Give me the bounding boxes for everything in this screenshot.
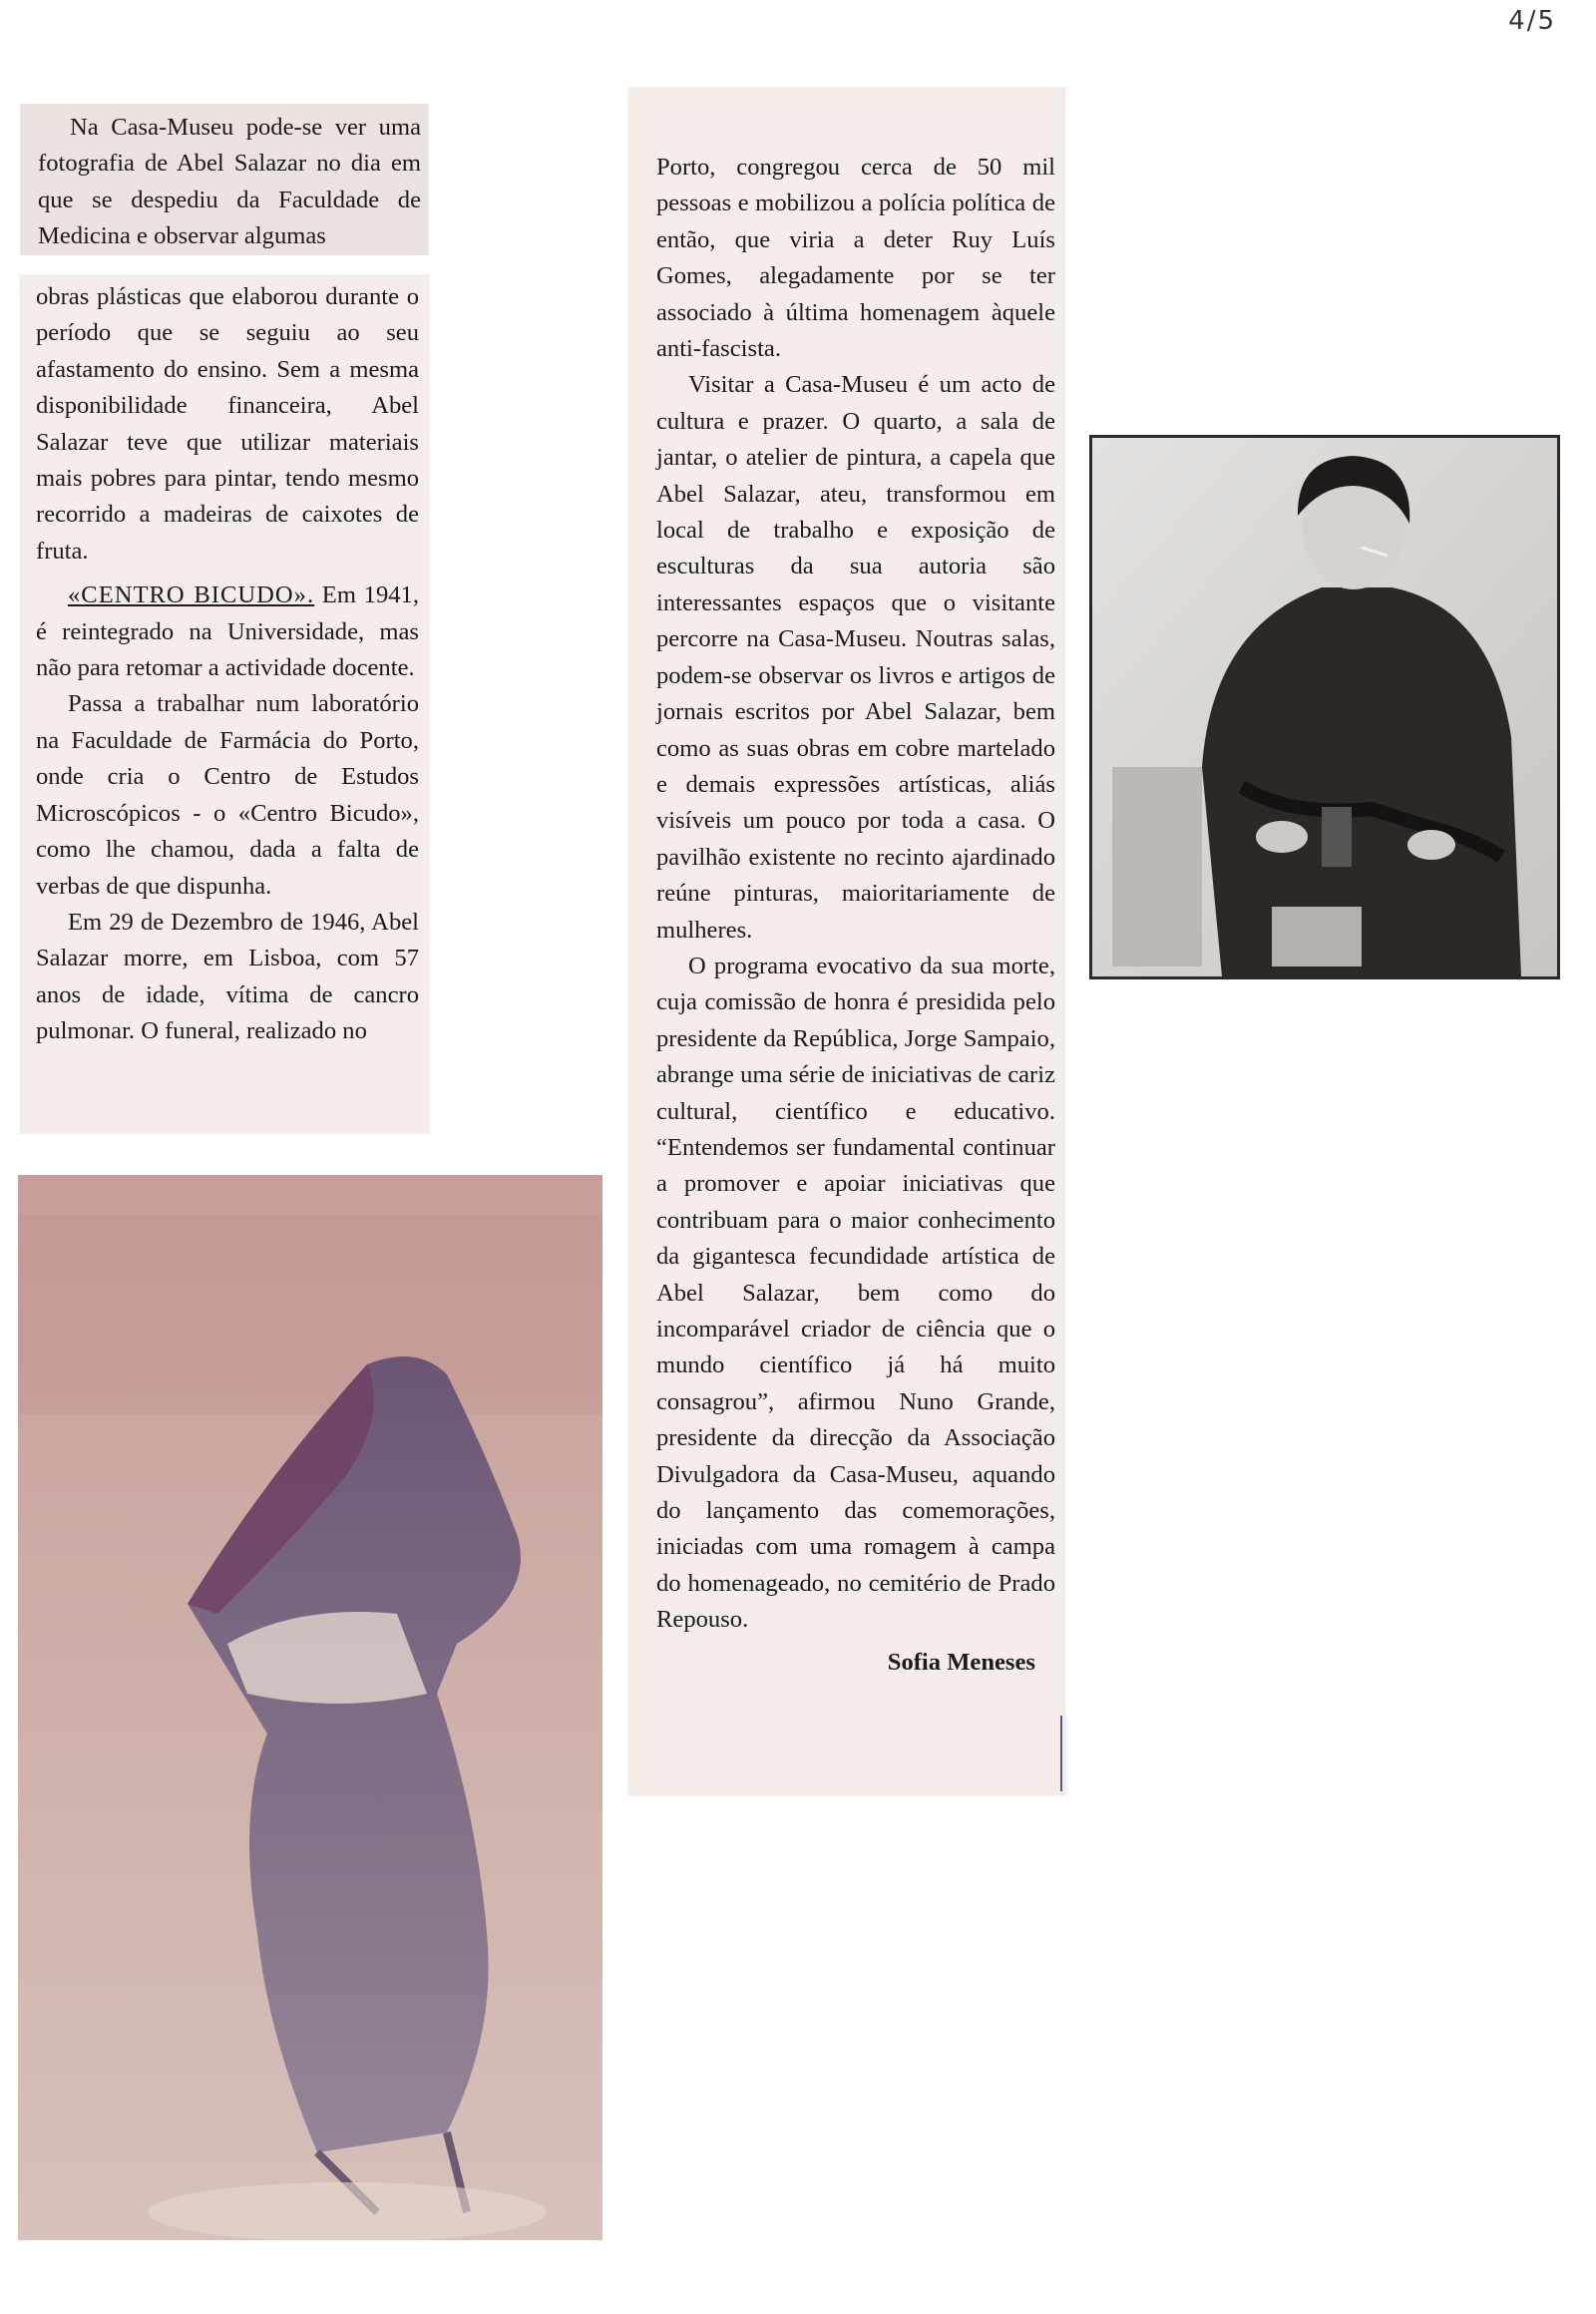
left-column-clipping: [20, 275, 429, 1133]
section-heading-centro-bicudo: «CENTRO BICUDO».: [68, 581, 315, 609]
column-rule: [1060, 1716, 1062, 1791]
paragraph-funeral: Porto, congregou cerca de 50 mil pessoas e mobilizou a polícia política de então, que viria a deter Ruy Luís Gomes, alegadamente por se ter associado à última homenagem àquele anti-fascista.: [656, 154, 1055, 363]
paragraph-laboratorio: Passa a trabalhar num laboratório na Faculdade de Farmácia do Porto, onde cria o Centro de Estudos Microscópicos - o «Centro Bicudo», como lhe chamou, dada a falta de verbas de que dispunha.: [36, 690, 419, 900]
portrait-photo: [1089, 435, 1560, 979]
portrait-photo-drawing: [1092, 438, 1557, 976]
lead-paragraph: Na Casa-Museu pode-se ver uma fotografia de Abel Salazar no dia em que se despediu da Faculdade de Medicina e observar algumas: [38, 114, 421, 250]
paragraph-centro-bicudo: [36, 578, 419, 686]
lead-paragraph-block: [20, 104, 429, 255]
page-number: 4/5: [1508, 6, 1556, 36]
paragraph-obras: obras plásticas que elaborou durante o período que se seguiu ao seu afastamento do ensino. Sem a mesma disponibilidade financeira, Abel Salazar teve que utilizar materiais mais pobres para pintar, tendo mesmo recorrido a madeiras de caixotes de fruta.: [36, 283, 419, 565]
painting-drawing: [18, 1175, 602, 2240]
paragraph-reintegrado: Em 1941, é reintegrado na Universidade, mas não para retomar a actividade docente.: [36, 581, 419, 682]
author-signature: Sofia Meneses: [887, 1648, 1035, 1676]
painting-woman: [18, 1175, 602, 2240]
paragraph-morte: Em 29 de Dezembro de 1946, Abel Salazar morre, em Lisboa, com 57 anos de idade, vítima de cancro pulmonar. O funeral, realizado no: [36, 908, 419, 1045]
paragraph-programa: O programa evocativo da sua morte, cuja comissão de honra é presidida pelo presidente da República, Jorge Sampaio, abrange uma série de iniciativas de cariz cultural, científico e educativo. “Entendemos ser fundamental continuar a promover e apoiar iniciativas que contribuam para o maior conhecimento da gigantesca fecundidade artística de Abel Salazar, bem como do incomparável criador de ciência que o mundo científico já há muito consagrou”, afirmou Nuno Grande, presidente da direcção da Associação Divulgadora da Casa-Museu, aquando do lançamento das comemorações, iniciadas com uma romagem à campa do homenageado, no cemitério de Prado Repouso.: [656, 952, 1055, 1634]
paragraph-visitar: Visitar a Casa-Museu é um acto de cultura e prazer. O quarto, a sala de jantar, o atelier de pintura, a capela que Abel Salazar, ateu, transformou em local de trabalho e exposição de esculturas da sua autoria são interessantes espaços que o visitante percorre na Casa-Museu. Noutras salas, podem-se observar os livros e artigos de jornais escritos por Abel Salazar, bem como as suas obras em cobre martelado e demais expressões artísticas, aliás visíveis um pouco por toda a casa. O pavilhão existente no recinto ajardinado reúne pinturas, maioritariamente de mulheres.: [656, 371, 1055, 944]
right-column-clipping: [628, 88, 1065, 1795]
